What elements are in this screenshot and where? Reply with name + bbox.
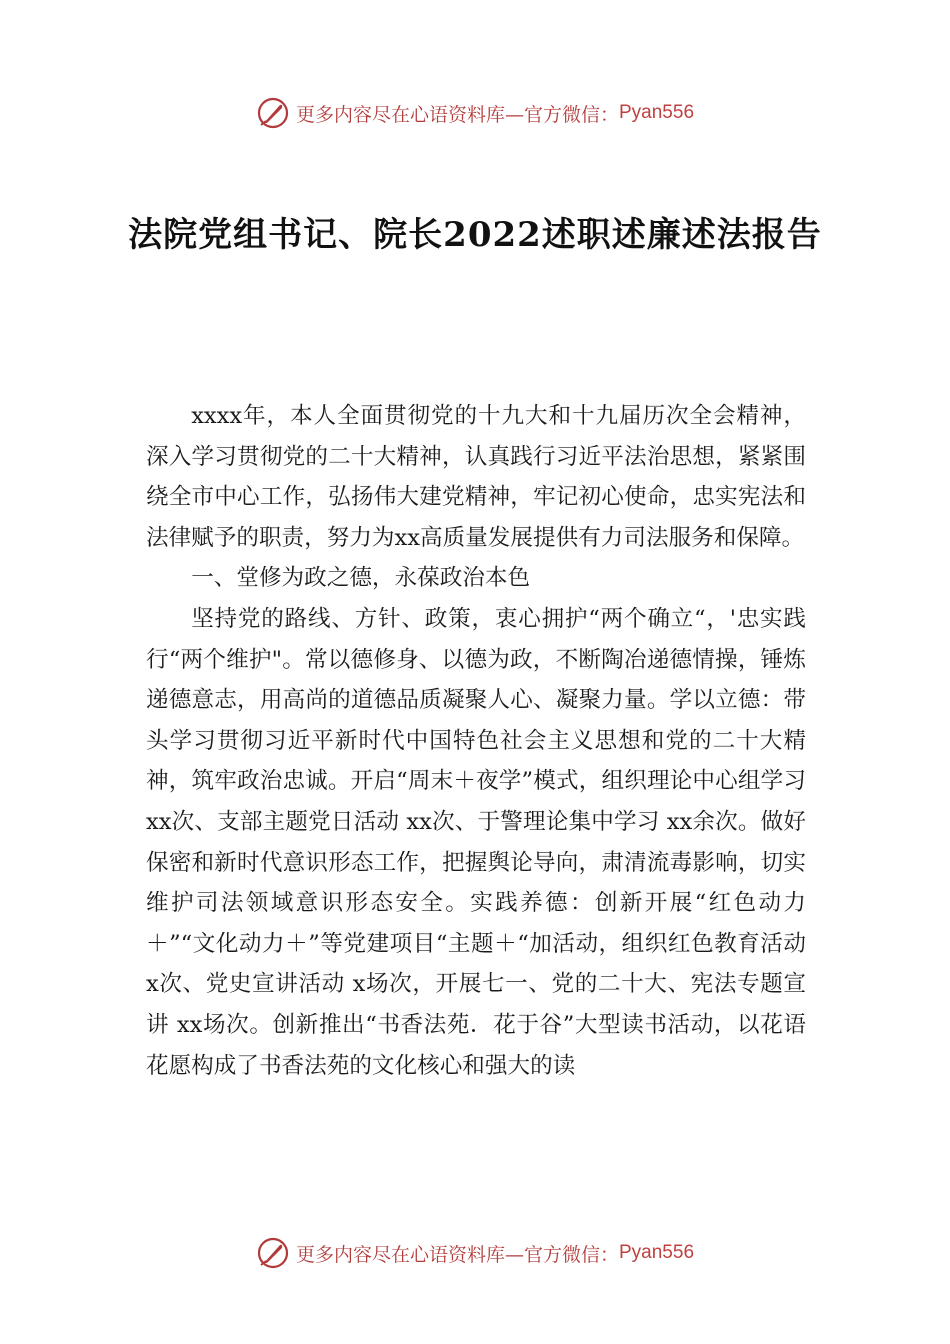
page-title: 法院党组书记、院长2022述职述廉述法报告 <box>128 215 822 255</box>
document-body <box>146 396 806 1086</box>
header-banner <box>0 96 950 130</box>
banner-text: 更多内容尽在心语资料库—官方微信： <box>295 1243 619 1266</box>
paragraph-section-1: 坚持党的路线、方针、政策，衷心拥护“两个确立“，'忠实践行“两个维护"。常以德修身、以德为政，不断陶冶递德情操，锤炼递德意志，用高尚的道德品质凝聚人心、凝聚力量。学以立德：带头学习贯彻习近平新时代中国特色社会主义思想和党的二十大精神，筑牢政治忠诚。开启“周末＋夜学”模式，组织理论中心组学习 xx次、支部主题党日活动 xx次、于警理论集中学习 xx余次。做好保密和新时代意识形态工作，把握舆论导向，肃清流毒影响，切实维护司法领域意识形态安全。实践养德：创新开展“红色动力＋”“文化动力＋”等党建项目“主题＋“加活动，组织红色教育活动 x次、党史宣讲活动 x场次，开展七一、党的二十大、宪法专题宣讲 xx场次。创新推出“书香法苑．花于谷”大型读书活动，以花语花愿构成了书香法苑的文化核心和强大的读 <box>146 605 806 1079</box>
section-heading: 一、堂修为政之德，永葆政治本色 <box>191 565 531 592</box>
wechat-id: Pyan556 <box>619 1242 695 1263</box>
quill-pen-icon <box>256 1236 290 1270</box>
wechat-id: Pyan556 <box>619 102 695 123</box>
footer-banner <box>0 1236 950 1270</box>
quill-pen-icon <box>256 96 290 130</box>
paragraph-intro: xxxx年，本人全面贯彻党的十九大和十九届历次全会精神，深入学习贯彻党的二十大精神，认真践行习近平法治思想，紧紧围绕全市中心工作，弘扬伟大建党精神，牢记初心使命，忠实宪法和法律赋予的职责，努力为xx高质量发展提供有力司法服务和保障。 <box>146 403 806 551</box>
banner-text: 更多内容尽在心语资料库—官方微信： <box>295 103 619 126</box>
